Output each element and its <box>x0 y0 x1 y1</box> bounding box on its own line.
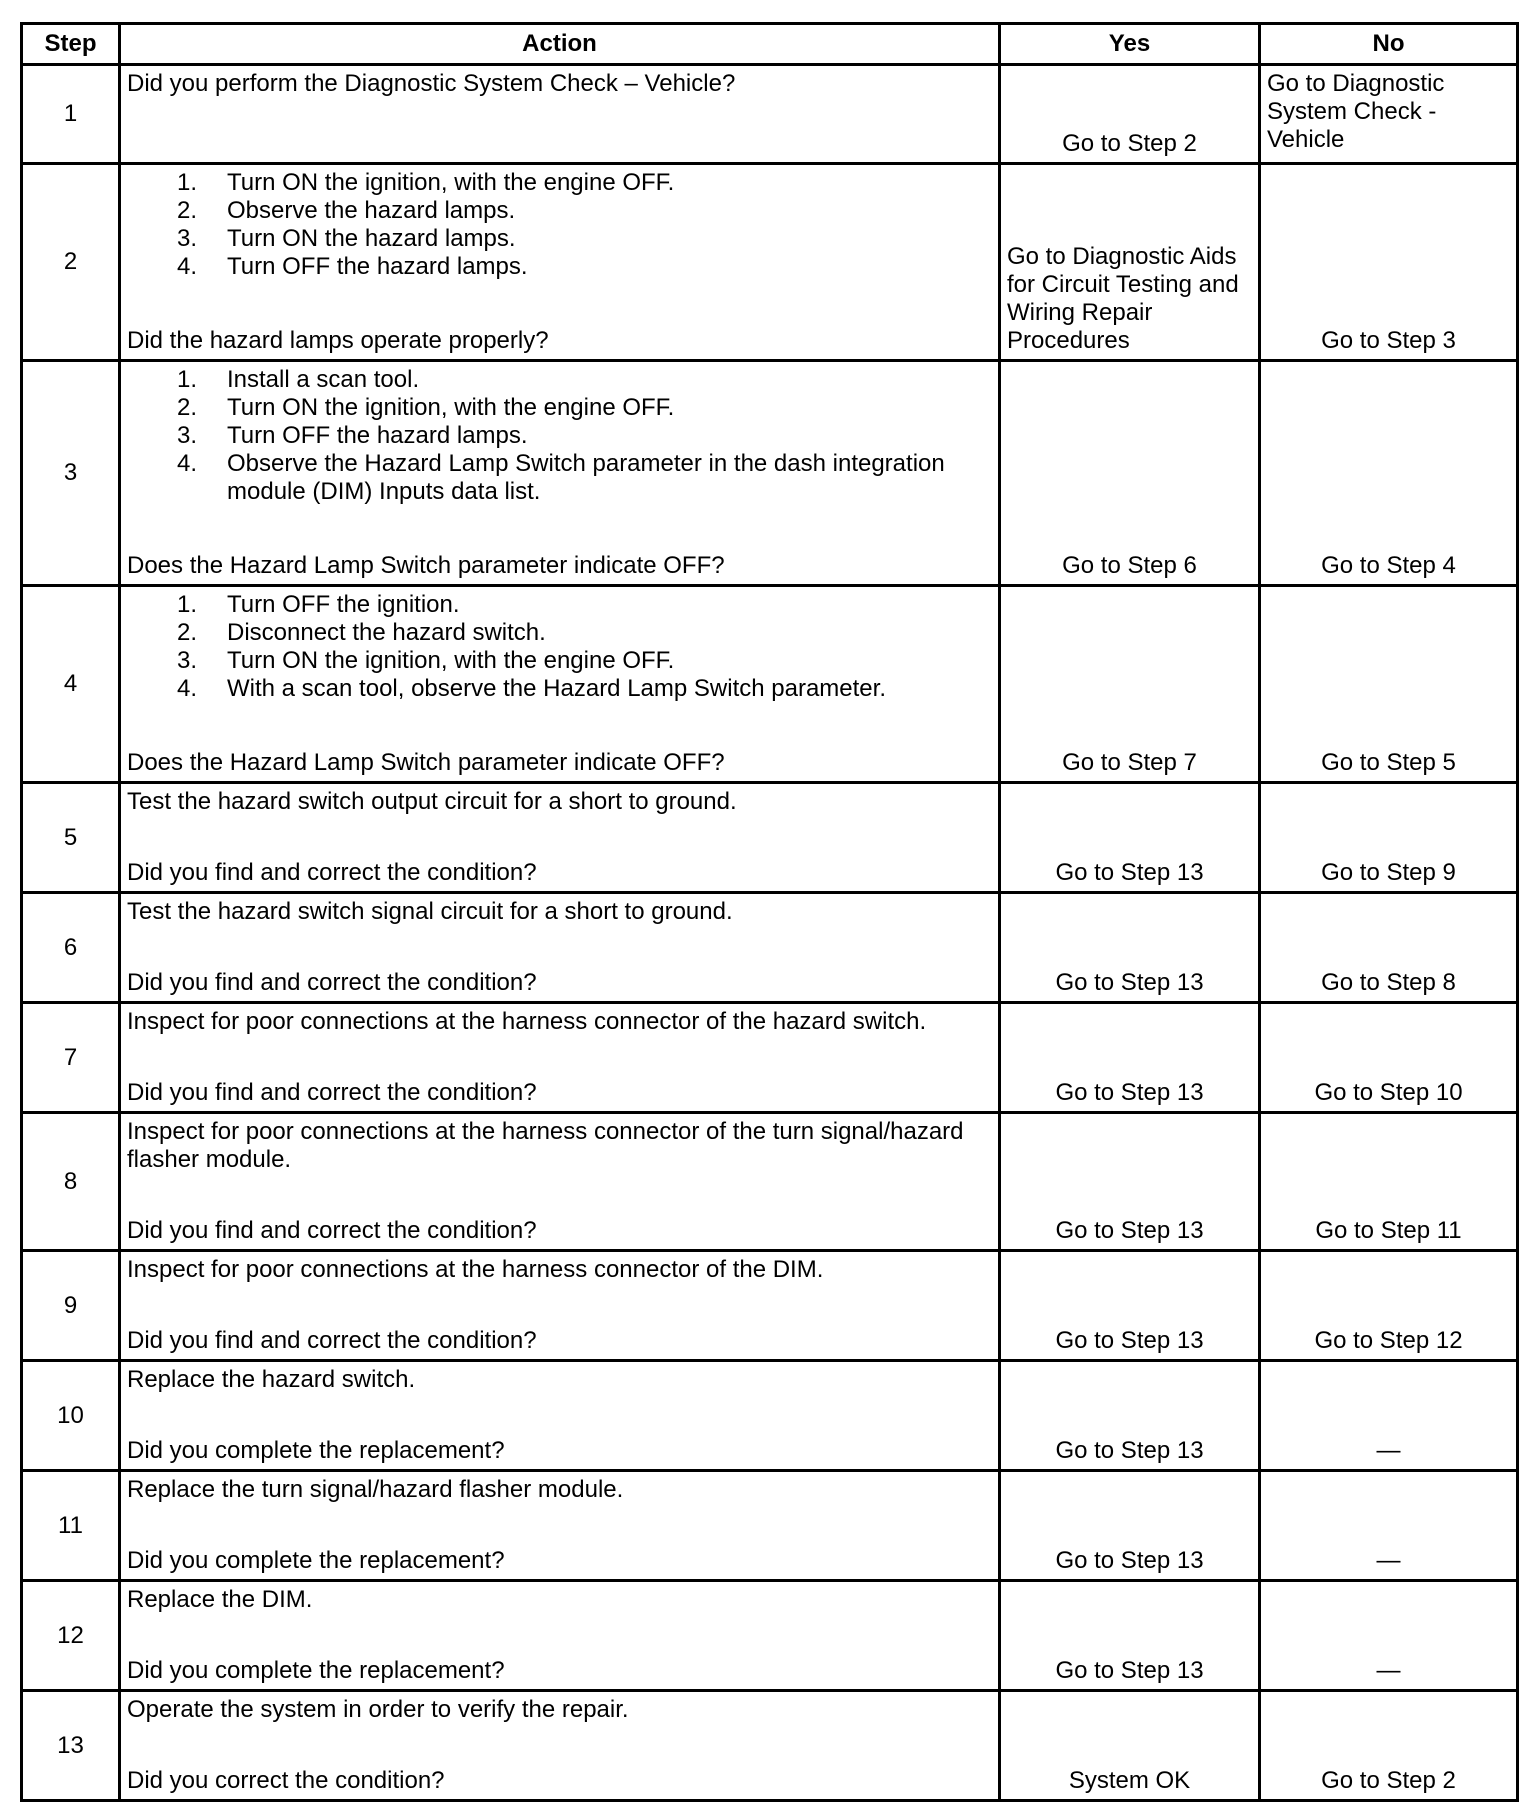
action-text: Test the hazard switch signal circuit for a short to ground. <box>127 898 733 925</box>
action-cell <box>120 1581 1000 1691</box>
no-result: Go to Step 5 <box>1260 586 1518 783</box>
yes-result: Go to Step 2 <box>1000 65 1260 164</box>
no-result: Go to Step 4 <box>1260 361 1518 586</box>
step-number: 11 <box>22 1471 120 1581</box>
action-step-text: Turn ON the hazard lamps. <box>227 225 516 252</box>
step-number: 8 <box>22 1113 120 1251</box>
action-step-text: Turn ON the ignition, with the engine OFF. <box>227 394 675 421</box>
step-number: 4 <box>22 586 120 783</box>
action-steps <box>127 169 992 281</box>
action-text: Test the hazard switch output circuit for a short to ground. <box>127 788 737 815</box>
action-text: Replace the hazard switch. <box>127 1366 416 1393</box>
action-step-item <box>127 591 992 619</box>
no-result: Go to Step 9 <box>1260 783 1518 893</box>
action-cell <box>120 1113 1000 1251</box>
action-step-item <box>127 422 992 450</box>
action-steps <box>127 591 992 703</box>
no-result: Go to Step 8 <box>1260 893 1518 1003</box>
step-number: 6 <box>22 893 120 1003</box>
no-result: Go to Step 10 <box>1260 1003 1518 1113</box>
step-number: 10 <box>22 1361 120 1471</box>
table-row <box>22 1361 1518 1471</box>
yes-result: Go to Step 7 <box>1000 586 1260 783</box>
action-step-text: Install a scan tool. <box>227 366 420 393</box>
table-row <box>22 1471 1518 1581</box>
yes-result: Go to Step 13 <box>1000 783 1260 893</box>
yes-result: Go to Step 13 <box>1000 1471 1260 1581</box>
action-step-number: 3. <box>177 647 198 674</box>
action-cell <box>120 164 1000 361</box>
step-number: 3 <box>22 361 120 586</box>
diagnostic-table <box>20 22 1519 1802</box>
action-cell <box>120 586 1000 783</box>
table-row <box>22 1691 1518 1801</box>
action-step-item <box>127 619 992 647</box>
action-step-text: Turn OFF the ignition. <box>227 591 460 618</box>
yes-result: System OK <box>1000 1691 1260 1801</box>
action-cell <box>120 1471 1000 1581</box>
action-cell <box>120 783 1000 893</box>
action-step-item <box>127 225 992 253</box>
action-step-number: 4. <box>177 675 198 702</box>
action-question: Did you complete the replacement? <box>127 1547 505 1574</box>
action-step-number: 4. <box>177 253 198 280</box>
action-step-number: 1. <box>177 366 198 393</box>
no-result: Go to Step 2 <box>1260 1691 1518 1801</box>
no-result: — <box>1260 1471 1518 1581</box>
action-question: Did you complete the replacement? <box>127 1437 505 1464</box>
action-step-number: 3. <box>177 422 198 449</box>
action-question: Did you correct the condition? <box>127 1767 445 1794</box>
action-text: Inspect for poor connections at the harness connector of the turn signal/hazard flasher module. <box>127 1118 964 1173</box>
table-row <box>22 65 1518 164</box>
action-step-number: 3. <box>177 225 198 252</box>
action-text: Operate the system in order to verify the repair. <box>127 1696 629 1723</box>
no-result: — <box>1260 1581 1518 1691</box>
action-step-number: 1. <box>177 591 198 618</box>
action-step-item <box>127 394 992 422</box>
action-text: Inspect for poor connections at the harness connector of the hazard switch. <box>127 1008 927 1035</box>
action-step-text: Observe the hazard lamps. <box>227 197 516 224</box>
table-row <box>22 1003 1518 1113</box>
action-step-number: 2. <box>177 619 198 646</box>
action-cell <box>120 65 1000 164</box>
header-no: No <box>1260 24 1518 65</box>
action-cell <box>120 1003 1000 1113</box>
no-result: Go to Step 12 <box>1260 1251 1518 1361</box>
yes-result: Go to Step 13 <box>1000 1251 1260 1361</box>
yes-result: Go to Diagnostic Aids for Circuit Testing and Wiring Repair Procedures <box>1000 164 1260 361</box>
header-row <box>22 24 1518 65</box>
action-step-item <box>127 169 992 197</box>
table-row <box>22 893 1518 1003</box>
header-action: Action <box>120 24 1000 65</box>
step-number: 1 <box>22 65 120 164</box>
action-step-item <box>127 675 992 703</box>
no-result: — <box>1260 1361 1518 1471</box>
action-step-item <box>127 197 992 225</box>
step-number: 13 <box>22 1691 120 1801</box>
table-row <box>22 1251 1518 1361</box>
action-question: Did you find and correct the condition? <box>127 1217 537 1244</box>
action-step-text: Observe the Hazard Lamp Switch parameter in the dash integration module (DIM) Inputs data list. <box>227 450 945 505</box>
action-cell <box>120 893 1000 1003</box>
action-question: Does the Hazard Lamp Switch parameter indicate OFF? <box>127 552 725 579</box>
header-step: Step <box>22 24 120 65</box>
table-row <box>22 164 1518 361</box>
action-step-item <box>127 253 992 281</box>
table-row <box>22 1113 1518 1251</box>
action-cell <box>120 1361 1000 1471</box>
action-step-item <box>127 366 992 394</box>
action-step-text: Turn ON the ignition, with the engine OFF. <box>227 169 675 196</box>
action-cell <box>120 361 1000 586</box>
step-number: 9 <box>22 1251 120 1361</box>
yes-result: Go to Step 6 <box>1000 361 1260 586</box>
table-row <box>22 1581 1518 1691</box>
table-row <box>22 586 1518 783</box>
yes-result: Go to Step 13 <box>1000 1113 1260 1251</box>
action-question: Did you find and correct the condition? <box>127 1079 537 1106</box>
action-step-text: Turn OFF the hazard lamps. <box>227 422 528 449</box>
yes-result: Go to Step 13 <box>1000 1003 1260 1113</box>
action-cell <box>120 1251 1000 1361</box>
step-number: 12 <box>22 1581 120 1691</box>
yes-result: Go to Step 13 <box>1000 1581 1260 1691</box>
action-step-text: Turn OFF the hazard lamps. <box>227 253 528 280</box>
action-step-text: Disconnect the hazard switch. <box>227 619 546 646</box>
header-yes: Yes <box>1000 24 1260 65</box>
no-result: Go to Step 11 <box>1260 1113 1518 1251</box>
yes-result: Go to Step 13 <box>1000 893 1260 1003</box>
action-question: Did you find and correct the condition? <box>127 969 537 996</box>
table-row <box>22 361 1518 586</box>
yes-result: Go to Step 13 <box>1000 1361 1260 1471</box>
action-question: Does the Hazard Lamp Switch parameter indicate OFF? <box>127 749 725 776</box>
action-text: Did you perform the Diagnostic System Check – Vehicle? <box>127 70 736 97</box>
action-question: Did you complete the replacement? <box>127 1657 505 1684</box>
no-result: Go to Step 3 <box>1260 164 1518 361</box>
action-text: Replace the turn signal/hazard flasher module. <box>127 1476 624 1503</box>
step-number: 5 <box>22 783 120 893</box>
action-step-text: Turn ON the ignition, with the engine OFF. <box>227 647 675 674</box>
table-row <box>22 783 1518 893</box>
action-step-number: 2. <box>177 394 198 421</box>
action-cell <box>120 1691 1000 1801</box>
action-question: Did the hazard lamps operate properly? <box>127 327 549 354</box>
action-step-number: 1. <box>177 169 198 196</box>
action-question: Did you find and correct the condition? <box>127 859 537 886</box>
step-number: 7 <box>22 1003 120 1113</box>
action-step-item <box>127 647 992 675</box>
action-step-text: With a scan tool, observe the Hazard Lamp Switch parameter. <box>227 675 886 702</box>
action-text: Replace the DIM. <box>127 1586 313 1613</box>
no-result: Go to Diagnostic System Check - Vehicle <box>1260 65 1518 164</box>
step-number: 2 <box>22 164 120 361</box>
action-step-item <box>127 450 992 506</box>
action-question: Did you find and correct the condition? <box>127 1327 537 1354</box>
action-steps <box>127 366 992 506</box>
action-text: Inspect for poor connections at the harness connector of the DIM. <box>127 1256 824 1283</box>
action-step-number: 2. <box>177 197 198 224</box>
action-step-number: 4. <box>177 450 198 477</box>
